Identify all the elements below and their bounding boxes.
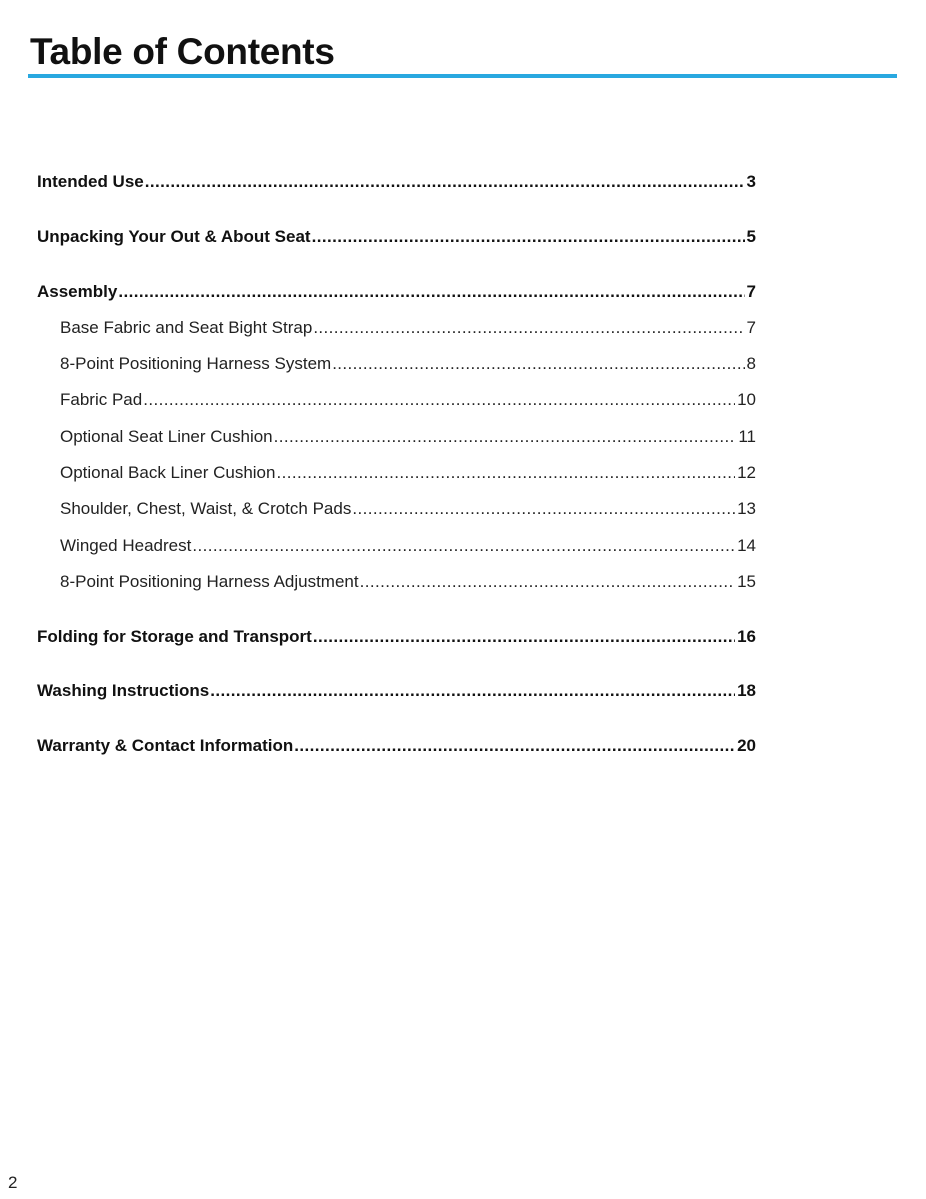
dot-leader xyxy=(276,462,735,484)
toc-entry-page: 14 xyxy=(737,536,756,555)
toc-entry-warranty[interactable] xyxy=(37,735,756,757)
toc-entry-page: 18 xyxy=(737,681,756,700)
dot-leader xyxy=(312,226,745,248)
toc-entry-label: Folding for Storage and Transport xyxy=(37,627,312,646)
toc-entry-label: Warranty & Contact Information xyxy=(37,736,294,755)
dot-leader xyxy=(360,571,735,593)
toc-entry-folding[interactable] xyxy=(37,626,756,648)
dot-leader xyxy=(313,626,735,648)
toc-entry-harness-system[interactable] xyxy=(60,353,756,375)
dot-leader xyxy=(352,498,735,520)
toc-entry-page: 13 xyxy=(737,499,756,518)
dot-leader xyxy=(274,426,737,448)
toc-entry-headrest[interactable] xyxy=(60,535,756,557)
toc-entry-label: Unpacking Your Out & About Seat xyxy=(37,227,311,246)
toc-entry-page: 16 xyxy=(737,627,756,646)
page-number: 2 xyxy=(8,1173,18,1192)
dot-leader xyxy=(143,389,735,411)
toc-entry-page: 8 xyxy=(746,354,756,373)
toc-entry-washing[interactable] xyxy=(37,680,756,702)
toc-entry-label: Assembly xyxy=(37,282,118,301)
toc-entry-label: 8-Point Positioning Harness Adjustment xyxy=(60,572,359,591)
toc-entry-label: Shoulder, Chest, Waist, & Crotch Pads xyxy=(60,499,352,518)
dot-leader xyxy=(145,171,745,193)
toc-entry-label: Fabric Pad xyxy=(60,390,143,409)
dot-leader xyxy=(210,680,735,702)
toc-entry-label: Intended Use xyxy=(37,172,144,191)
toc-entry-page: 5 xyxy=(746,227,756,246)
toc-entry-label: 8-Point Positioning Harness System xyxy=(60,354,332,373)
dot-leader xyxy=(118,281,744,303)
dot-leader xyxy=(313,317,744,339)
toc-entry-page: 11 xyxy=(738,427,756,446)
toc-entry-base-fabric[interactable] xyxy=(60,317,756,339)
toc-entry-label: Optional Seat Liner Cushion xyxy=(60,427,273,446)
toc-entry-intended-use[interactable] xyxy=(37,171,756,193)
toc-entry-label: Winged Headrest xyxy=(60,536,192,555)
toc-entry-page: 3 xyxy=(746,172,756,191)
toc-entry-assembly[interactable] xyxy=(37,281,756,303)
toc-entry-unpacking[interactable] xyxy=(37,226,756,248)
toc-entry-label: Washing Instructions xyxy=(37,681,210,700)
toc-entry-label: Optional Back Liner Cushion xyxy=(60,463,276,482)
toc-entry-pads[interactable] xyxy=(60,498,756,520)
toc-entry-harness-adjustment[interactable] xyxy=(60,571,756,593)
toc-entry-back-liner[interactable] xyxy=(60,462,756,484)
toc-entry-label: Base Fabric and Seat Bight Strap xyxy=(60,318,313,337)
toc-entry-seat-liner[interactable] xyxy=(60,426,756,448)
toc-entry-page: 10 xyxy=(737,390,756,409)
dot-leader xyxy=(332,353,744,375)
dot-leader xyxy=(294,735,735,757)
toc-entry-page: 7 xyxy=(746,282,756,301)
toc-entry-page: 7 xyxy=(746,318,756,337)
toc-entry-page: 20 xyxy=(737,736,756,755)
toc-entry-page: 12 xyxy=(737,463,756,482)
page-title: Table of Contents xyxy=(30,31,335,72)
dot-leader xyxy=(192,535,735,557)
title-rule xyxy=(28,74,897,78)
toc-entry-fabric-pad[interactable] xyxy=(60,389,756,411)
toc-entry-page: 15 xyxy=(737,572,756,591)
